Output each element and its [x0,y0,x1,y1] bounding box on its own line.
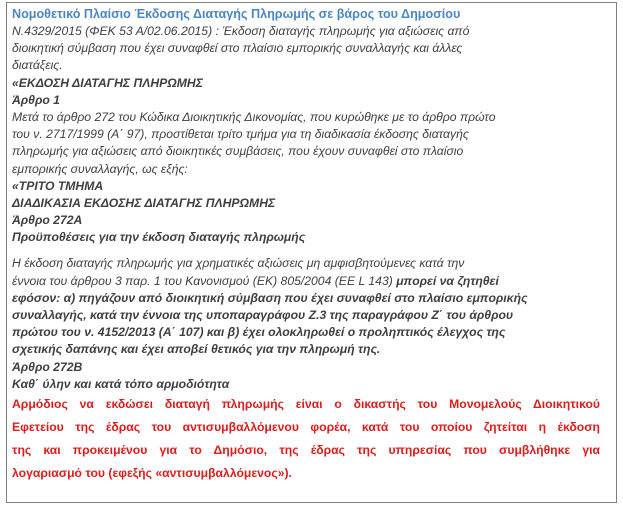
article-272b-label: Άρθρο 272Β [12,359,83,374]
article-1-line: εμπορικής συναλλαγής, ως εξής: [12,161,188,176]
article-1-line: Μετά το άρθρο 272 του Κώδικα Διοικητικής Δικονομίας, που κυρώθηκε με το άρθρο πρώτο [12,109,496,124]
article-272a-bold-text: μπορεί να ζητηθεί [396,273,499,288]
article-1-line: του ν. 2717/1999 (Α΄ 97), προστίθεται τρίτο τμήμα για τη διαδικασία έκδοσης διαταγής [12,127,469,142]
article-272a-label: Άρθρο 272Α [12,213,83,228]
article-272a-heading: Προϋποθέσεις για την έκδοση διαταγής πληρωμής [12,230,306,245]
intro-line: Ν.4329/2015 (ΦΕΚ 53 Α/02.06.2015) : Έκδοση διαταγής πληρωμής για αξιώσεις από [12,24,470,38]
document-title: Νομοθετικό Πλαίσιο Έκδοσης Διαταγής Πληρωμής σε βάρος του Δημοσίου [12,7,461,21]
article-272b-heading: Καθ΄ ύλην και κατά τόπο αρμοδιότητα [12,376,230,391]
article-272a-bold-line: πρώτου του ν. 4152/2013 (Α΄ 107) και β) έχει ολοκληρωθεί ο προληπτικός έλεγχος της [12,325,506,340]
article-272a-line: Η έκδοση διαταγής πληρωμής για χρηματικές αξιώσεις μη αμφισβητούμενες κατά την [12,256,465,271]
article-272a-bold-line: σχετικής δαπάνης και έχει αποβεί θετικός για την πληρωμή της. [12,342,381,357]
red-line: λογαριασμό του (εφεξής «αντισυμβαλλόμενος»). [12,465,292,480]
article-272a-line [12,273,602,290]
article-1-label: Άρθρο 1 [12,92,60,107]
red-line: Αρμόδιος να εκδώσει διαταγή πληρωμής είναι ο δικαστής του Μονομελούς Διοικητικού [12,396,600,411]
article-272a-bold-line: συναλλαγής, κατά την έννοια της υποπαραγράφου Ζ.3 της παραγράφου Ζ΄ του άρθρου [12,308,514,322]
red-line: Εφετείου της έδρας του αντισυμβαλλόμενου φορέα, κατά του οποίου ζητείται η έκδοση [12,419,600,434]
red-line: της και προκειμένου για το Δημόσιο, της έδρας της υπηρεσίας που συμβλήθηκε για [12,442,600,457]
heading-issue: «ΕΚΔΟΣΗ ΔΙΑΤΑΓΗΣ ΠΛΗΡΩΜΗΣ [12,75,203,90]
document-content [12,5,602,485]
intro-line: διατάξεις. [12,58,63,73]
intro-line: διοικητική σύμβαση που έχει συναφθεί στο πλαίσιο εμπορικής συναλλαγής και άλλες [12,41,463,56]
section-procedure: ΔΙΑΔΙΚΑΣΙΑ ΕΚΔΟΣΗΣ ΔΙΑΤΑΓΗΣ ΠΛΗΡΩΜΗΣ [12,195,276,210]
paragraph-gap [12,246,602,255]
article-272a-bold-line: εφόσον: α) πηγάζουν από διοικητική σύμβαση που έχει συναφθεί στο πλαίσιο εμπορικής [12,290,528,305]
section-third: «ΤΡΙΤΟ ΤΜΗΜΑ [12,178,104,193]
article-1-line: πληρωμής για αξιώσεις από διοικητικές συμβάσεις, που έχουν συναφθεί στο πλαίσιο [12,144,464,159]
article-272a-plain-text: έννοια του άρθρου 3 παρ. 1 του Κανονισμού (ΕΚ) 805/2004 (ΕΕ L 143) [12,273,397,288]
